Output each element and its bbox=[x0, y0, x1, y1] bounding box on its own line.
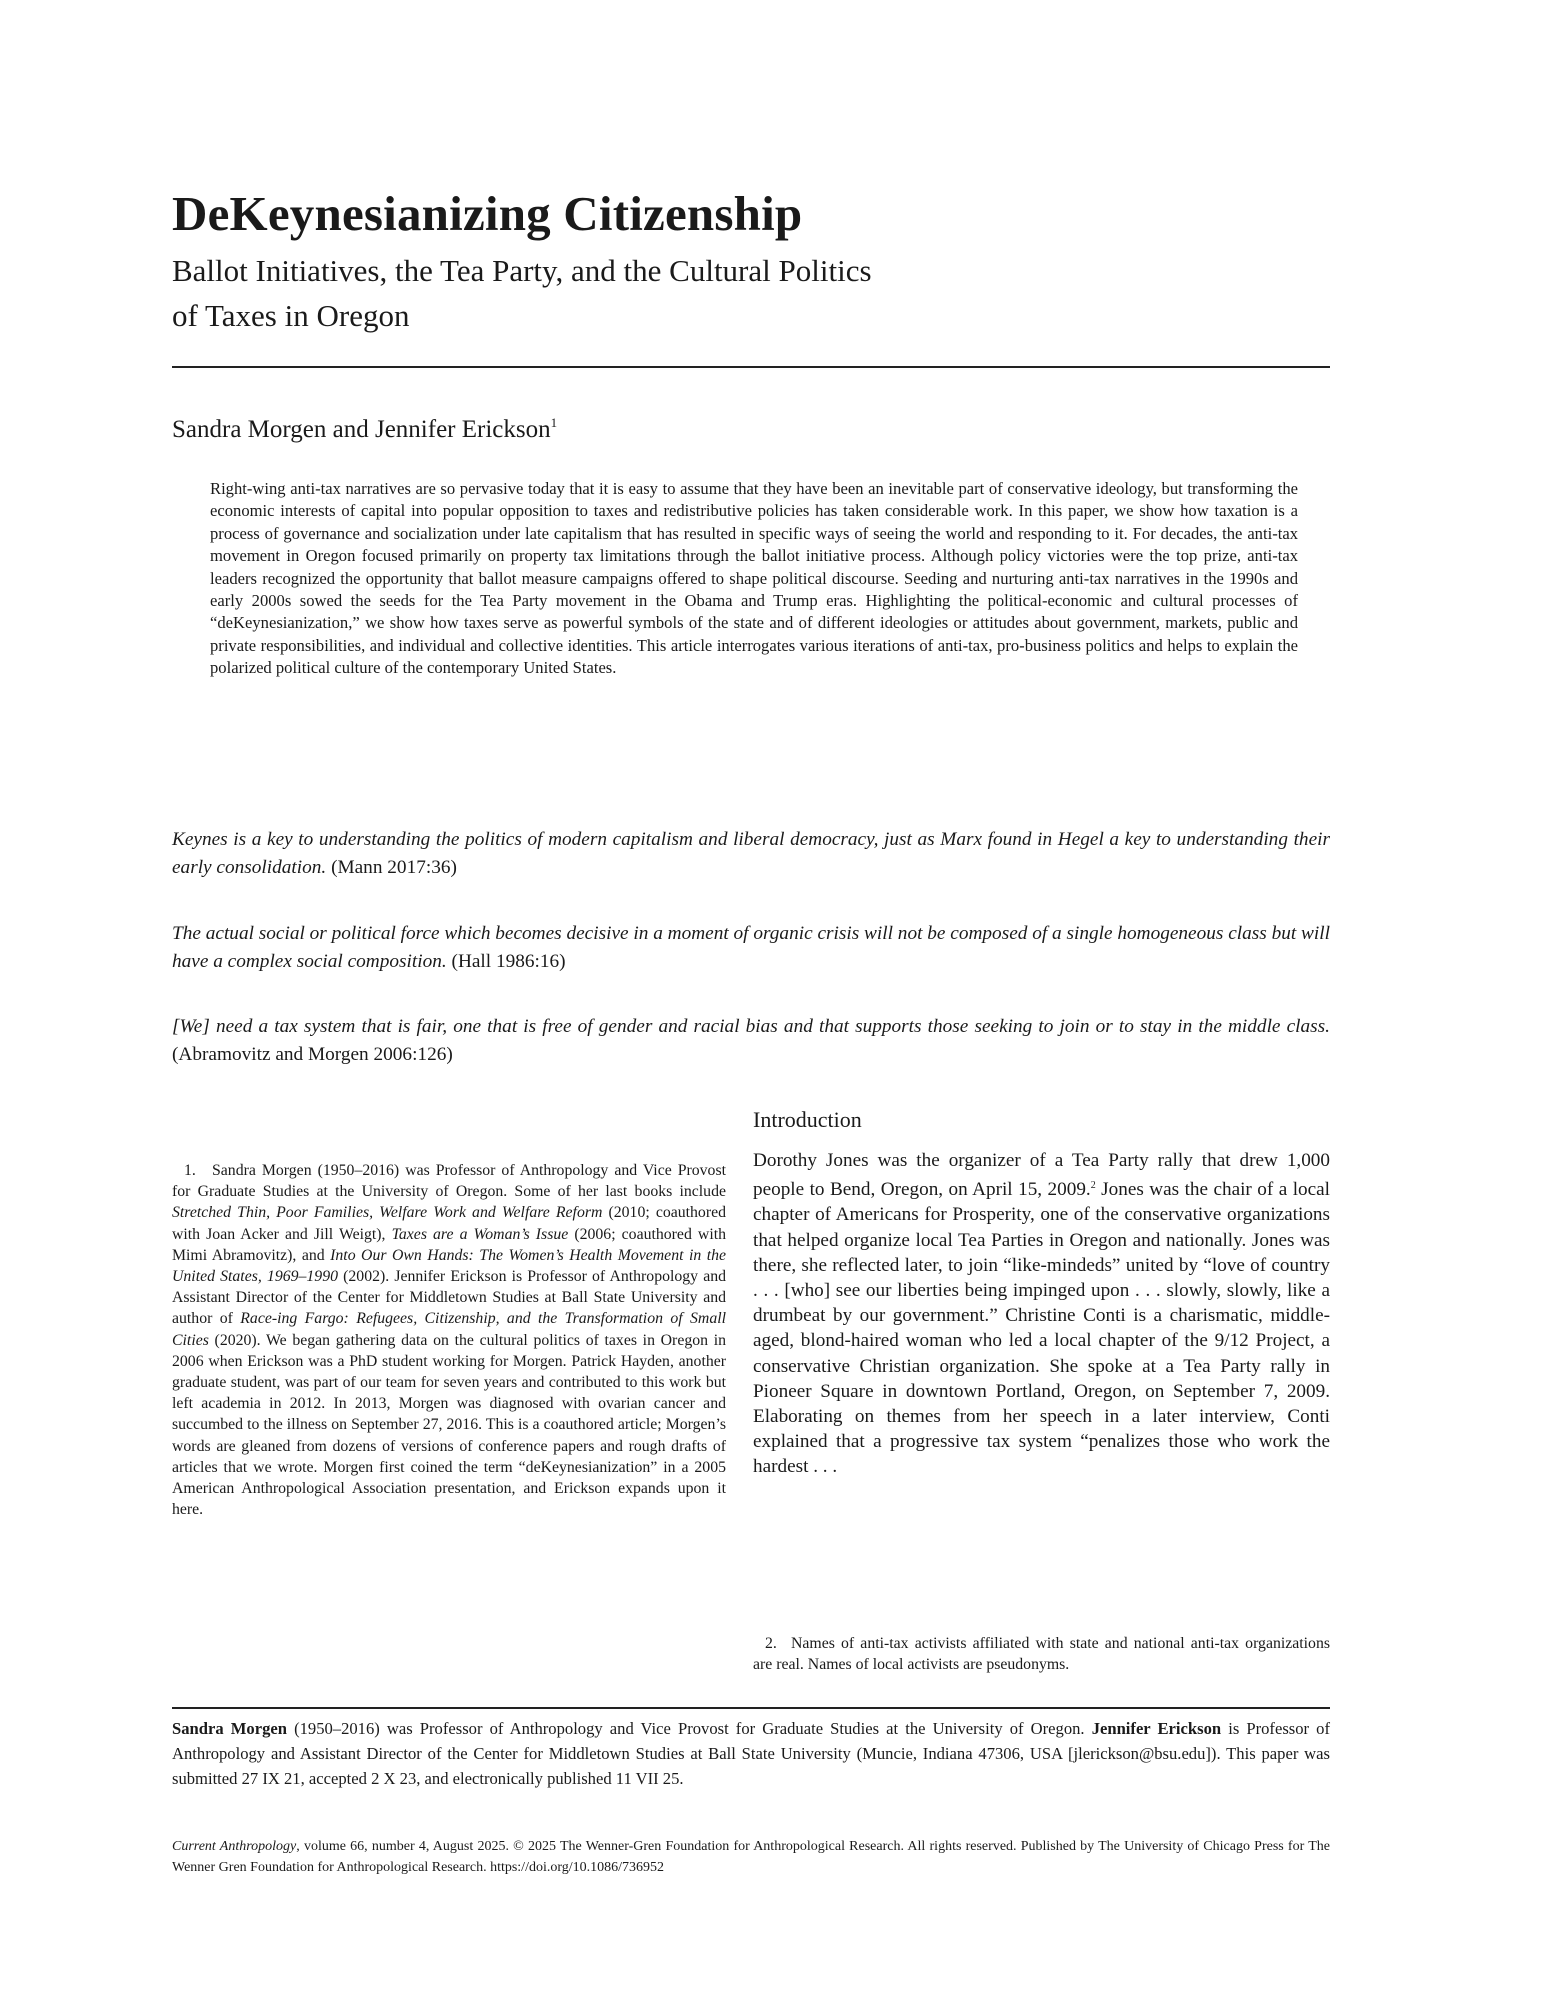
journal-citation bbox=[172, 1836, 1330, 1878]
book-title: Race-ing Fargo: Refugees, Citizenship, and the Transformation of Small Cities bbox=[172, 1310, 726, 1349]
abstract: Right-wing anti-tax narratives are so pervasive today that it is easy to assume that they have been an inevitable part of conservative ideology, but transforming the economic interests of capital into popular opposition to taxes and redistributive policies has taken considerable work. In this paper, we show how taxation is a process of governance and socialization under late capitalism that has resulted in specific ways of seeing the world and responding to it. For decades, the anti-tax movement in Oregon focused primarily on property tax limitations through the ballot initiative process. Although policy victories were the top prize, anti-tax leaders recognized the opportunity that ballot measure campaigns offered to shape political discourse. Seeding and nurturing anti-tax narratives in the 1990s and early 2000s sowed the seeds for the Tea Party movement in the Obama and Trump eras. Highlighting the political-economic and cultural processes of “deKeynesianization,” we show how taxes serve as powerful symbols of the state and of different ideologies or attitudes about government, markets, public and private responsibilities, and individual and collective identities. This article interrogates various iterations of anti-tax, pro-business politics and helps to explain the polarized political culture of the contemporary United States. bbox=[210, 479, 1298, 678]
footnote-text: Names of anti-tax activists affiliated with state and national anti-tax organizations are real. Names of local activists are pseudonyms. bbox=[753, 1635, 1330, 1674]
footnote-2 bbox=[753, 1633, 1330, 1675]
subtitle-line-1: Ballot Initiatives, the Tea Party, and the Cultural Politics bbox=[172, 253, 872, 288]
footnote-text: Sandra Morgen (1950–2016) was Professor of Anthropology and Vice Provost for Graduate Studies at the University of Oregon. Some of her last books include bbox=[172, 1162, 726, 1201]
footnote-text: (2006; coauthored with Mimi Abramovitz), and bbox=[172, 1225, 726, 1264]
footnote-text: (2002). Jennifer Erickson is Professor of Anthropology and Assistant Director of the Center for Middletown Studies at Ball State University and author of bbox=[172, 1268, 727, 1328]
epigraph bbox=[172, 1013, 1330, 1069]
authors: Sandra Morgen and Jennifer Erickson bbox=[172, 416, 551, 443]
subtitle-line-2: of Taxes in Oregon bbox=[172, 298, 410, 333]
article-title: DeKeynesianizing Citizenship bbox=[172, 186, 803, 241]
citation-text[interactable]: , volume 66, number 4, August 2025. © 2025 The Wenner-Gren Foundation for Anthropological Research. All rights reserved. Published by The University of Chicago Press for The Wenner Gren Foundation for Anthropological Research. https://doi.org/10.1086/736952 bbox=[172, 1839, 1330, 1875]
epigraph-source: (Abramovitz and Morgen 2006:126) bbox=[172, 1044, 453, 1065]
body-text: Dorothy Jones was the organizer of a Tea Party rally that drew 1,000 people to Bend, Oregon, on April 15, 2009. bbox=[753, 1150, 1330, 1201]
section-heading-introduction: Introduction bbox=[753, 1107, 862, 1132]
bio-divider bbox=[172, 1707, 1330, 1709]
footnote-text: (2020). We began gathering data on the cultural politics of taxes in Oregon in 2006 when Erickson was a PhD student working for Morgen. Patrick Hayden, another graduate student, was part of our team for seven years and contributed to this work but left academia in 2012. In 2013, Morgen was diagnosed with ovarian cancer and succumbed to the illness on September 27, 2016. This is a coauthored article; Morgen’s words are gleaned from dozens of versions of conference papers and rough drafts of articles that we wrote. Morgen first coined the term “deKeynesianization” in a 2005 American Anthropological Association presentation, and Erickson expands upon it here. bbox=[172, 1331, 726, 1519]
epigraph bbox=[172, 826, 1330, 882]
author-bio bbox=[172, 1716, 1330, 1791]
footnote-marker-1[interactable]: 1 bbox=[550, 415, 558, 430]
author-line bbox=[172, 408, 557, 445]
bio-name: Jennifer Erickson bbox=[1091, 1719, 1222, 1738]
journal-name: Current Anthropology bbox=[172, 1839, 297, 1854]
footnote-marker-2[interactable]: 2 bbox=[1090, 1180, 1096, 1192]
epigraph-quote: Keynes is a key to understanding the politics of modern capitalism and liberal democracy, just as Marx found in Hegel a key to understanding their early consolidation. bbox=[172, 829, 1330, 878]
book-title: Taxes are a Woman’s Issue bbox=[391, 1225, 569, 1243]
bio-text: (1950–2016) was Professor of Anthropology and Vice Provost for Graduate Studies at the University of Oregon. bbox=[286, 1719, 1092, 1738]
introduction-body bbox=[753, 1148, 1330, 1480]
epigraph-source: (Hall 1986:16) bbox=[451, 951, 566, 972]
footnote-1 bbox=[172, 1160, 726, 1520]
body-text: Jones was the chair of a local chapter of Americans for Prosperity, one of the conservative organizations that helped organize local Tea Parties in Oregon and nationally. Jones was there, she reflected later, to join “like-mindeds” united by “love of country . . . [who] see our liberties being impinged upon . . . slowly, slowly, like a drumbeat by our government.” Christine Conti is a charismatic, middle-aged, blond-haired woman who led a local chapter of the 9/12 Project, a conservative Christian organization. She spoke at a Tea Party rally in Pioneer Square in downtown Portland, Oregon, on September 7, 2009. Elaborating on themes from her speech in a later interview, Conti explained that a progressive tax system “penalizes those who work the hardest . . . bbox=[753, 1179, 1330, 1478]
epigraph-quote: [We] need a tax system that is fair, one that is free of gender and racial bias and that supports those seeking to join or to stay in the middle class. bbox=[172, 1016, 1330, 1037]
footnote-number: 2. bbox=[765, 1635, 777, 1652]
bio-text: is Professor of Anthropology and Assistant Director of the Center for Middletown Studies at Ball State University (Muncie, Indiana 47306, USA [jlerickson@bsu.edu]). This paper was submitted 27 IX 21, accepted 2 X 23, and electronically published 11 VII 25. bbox=[172, 1719, 1330, 1788]
epigraph bbox=[172, 920, 1330, 976]
footnote-text: (2010; coauthored with Joan Acker and Jill Weigt), bbox=[172, 1204, 726, 1243]
title-divider bbox=[172, 366, 1330, 368]
book-title: Stretched Thin, Poor Families, Welfare Work and Welfare Reform bbox=[172, 1204, 603, 1222]
bio-name: Sandra Morgen bbox=[172, 1719, 287, 1738]
footnote-number: 1. bbox=[184, 1162, 196, 1179]
epigraph-quote: The actual social or political force which becomes decisive in a moment of organic crisis will not be composed of a single homogeneous class but will have a complex social composition. bbox=[172, 923, 1330, 972]
epigraph-source: (Mann 2017:36) bbox=[331, 857, 457, 878]
book-title: Into Our Own Hands: The Women’s Health Movement in the United States, 1969–1990 bbox=[172, 1246, 727, 1286]
article-subtitle bbox=[172, 248, 1172, 338]
